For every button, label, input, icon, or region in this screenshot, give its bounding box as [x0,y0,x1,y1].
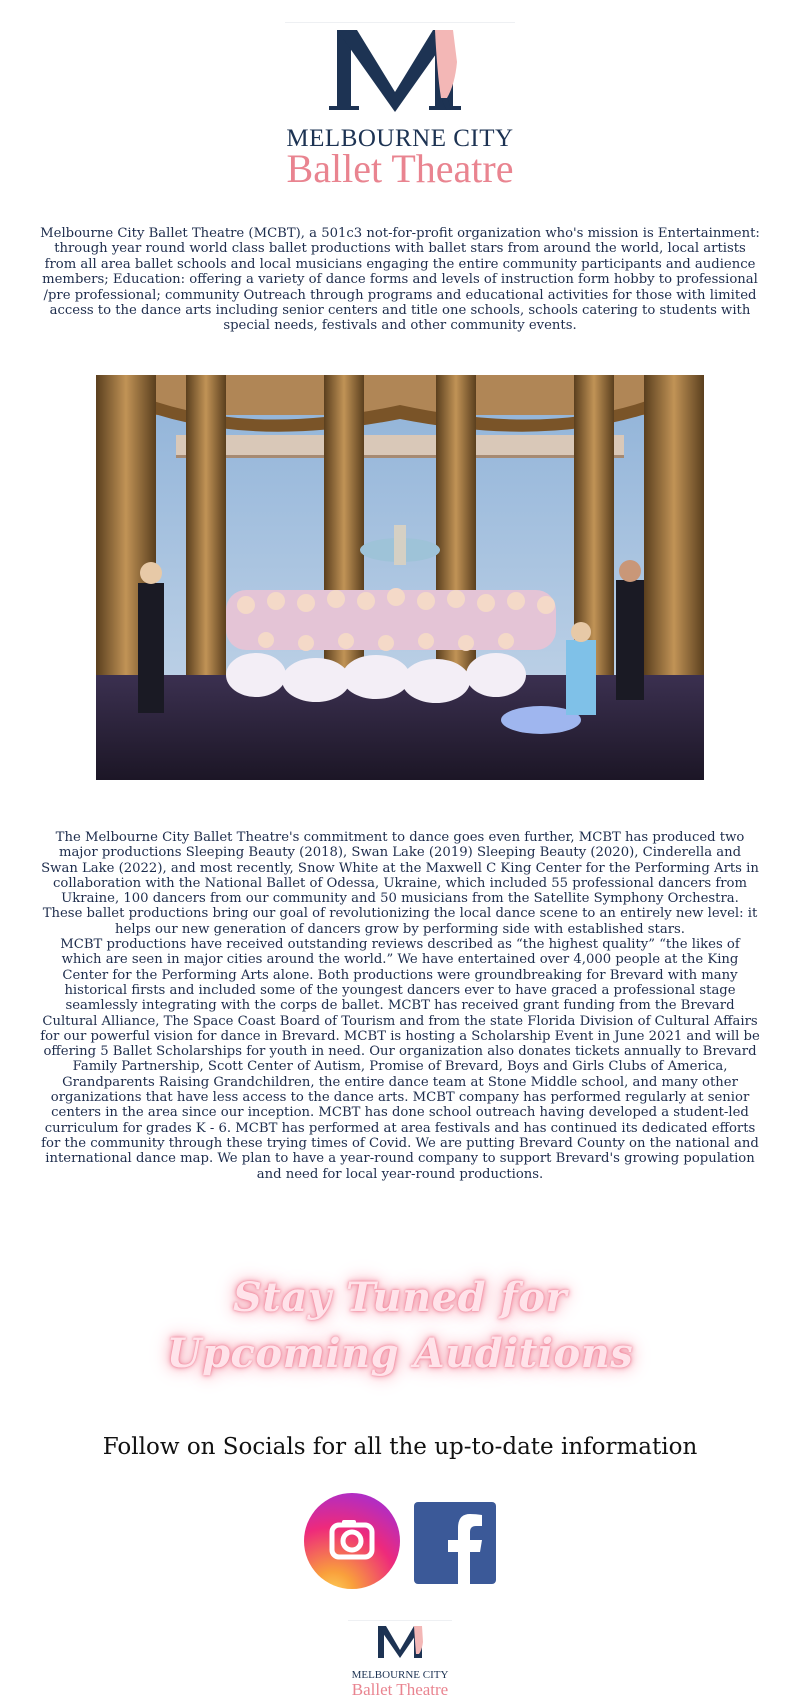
footer-logo[interactable] [348,1620,452,1700]
mcbt-logo-small [348,1620,452,1700]
mcbt-logo-mark [285,22,515,194]
auditions-line-1: Stay Tuned for [232,1274,567,1321]
mission-statement: Melbourne City Ballet Theatre (MCBT), a 501c3 not-for-profit organization who's mission is Entertainment: through year round world class ballet productions with ballet stars from around the world, local artists from all area ballet schools and local musicians engaging the entire community participants and audience members; Education: offering a variety of dance forms and levels of instruction form hobby to professional /pre professional; community Outreach through programs and educational activities for those with limited access to the dance arts including senior centers and title one schools, schools catering to students with special needs, festivals and other community events. [40,226,760,334]
auditions-line-2: Upcoming Auditions [166,1330,634,1377]
footer-logo-line2: Ballet Theatre [351,1680,449,1699]
follow-socials-text: Follow on Socials for all the up-to-date information [102,1434,698,1460]
facebook-link[interactable] [414,1502,496,1584]
cast-photo [96,375,704,780]
logo-line2: Ballet Theatre [286,146,514,191]
instagram-icon [304,1493,400,1589]
logo-line1: MELBOURNE CITY [286,125,514,152]
stage-illustration [96,375,704,780]
history-paragraph-2: MCBT productions have received outstanding reviews described as “the highest quality” “the likes of which are seen in major cities around the world.” We have entertained over 4,000 people at the King Center for the Performing Arts alone. Both productions were groundbreaking for Brevard with many historical firsts and included some of the youngest dancers ever to have graced a professional stage seamlessly integrating with the corps de ballet. MCBT has received grant funding from the Brevard Cultural Alliance, The Space Coast Board of Tourism and from the state Florida Division of Cultural Affairs for our powerful vision for dance in Brevard. MCBT is hosting a Scholarship Event in June 2021 and will be offering 5 Ballet Scholarships for youth in need. Our organization also donates tickets annually to Brevard Family Partnership, Scott Center of Autism, Promise of Brevard, Boys and Girls Clubs of America, Grandparents Raising Grandchildren, the entire dance team at Stone Middle school, and many other organizations that have less access to the dance arts. MCBT company has performed regularly at senior centers in the area since our inception. MCBT has done school outreach having developed a student-led curriculum for grades K - 6. MCBT has performed at area festivals and has continued its dedicated efforts for the community through these trying times of Covid. We are putting Brevard County on the national and international dance map. We plan to have a year-round company to support Brevard's growing population and need for local year-round productions. [40,937,760,1182]
auditions-banner [0,1270,800,1382]
history-paragraph-1: The Melbourne City Ballet Theatre's commitment to dance goes even further, MCBT has produced two major productions Sleeping Beauty (2018), Swan Lake (2019) Sleeping Beauty (2020), Cinderella and Swan Lake (2022), and most recently, Snow White at the Maxwell C King Center for the Performing Arts in collaboration with the National Ballet of Odessa, Ukraine, which included 55 professional dancers from Ukraine, 100 dancers from our community and 50 musicians from the Satellite Symphony Orchestra. These ballet productions bring our goal of revolutionizing the local dance scene to an entirely new level: it helps our new generation of dancers grow by performing side with established stars. [41,830,759,937]
facebook-icon [414,1502,496,1584]
footer-logo-line1: MELBOURNE CITY [351,1669,449,1681]
instagram-link[interactable] [304,1493,400,1589]
brand-logo[interactable] [285,22,515,194]
history-section [40,830,760,1182]
